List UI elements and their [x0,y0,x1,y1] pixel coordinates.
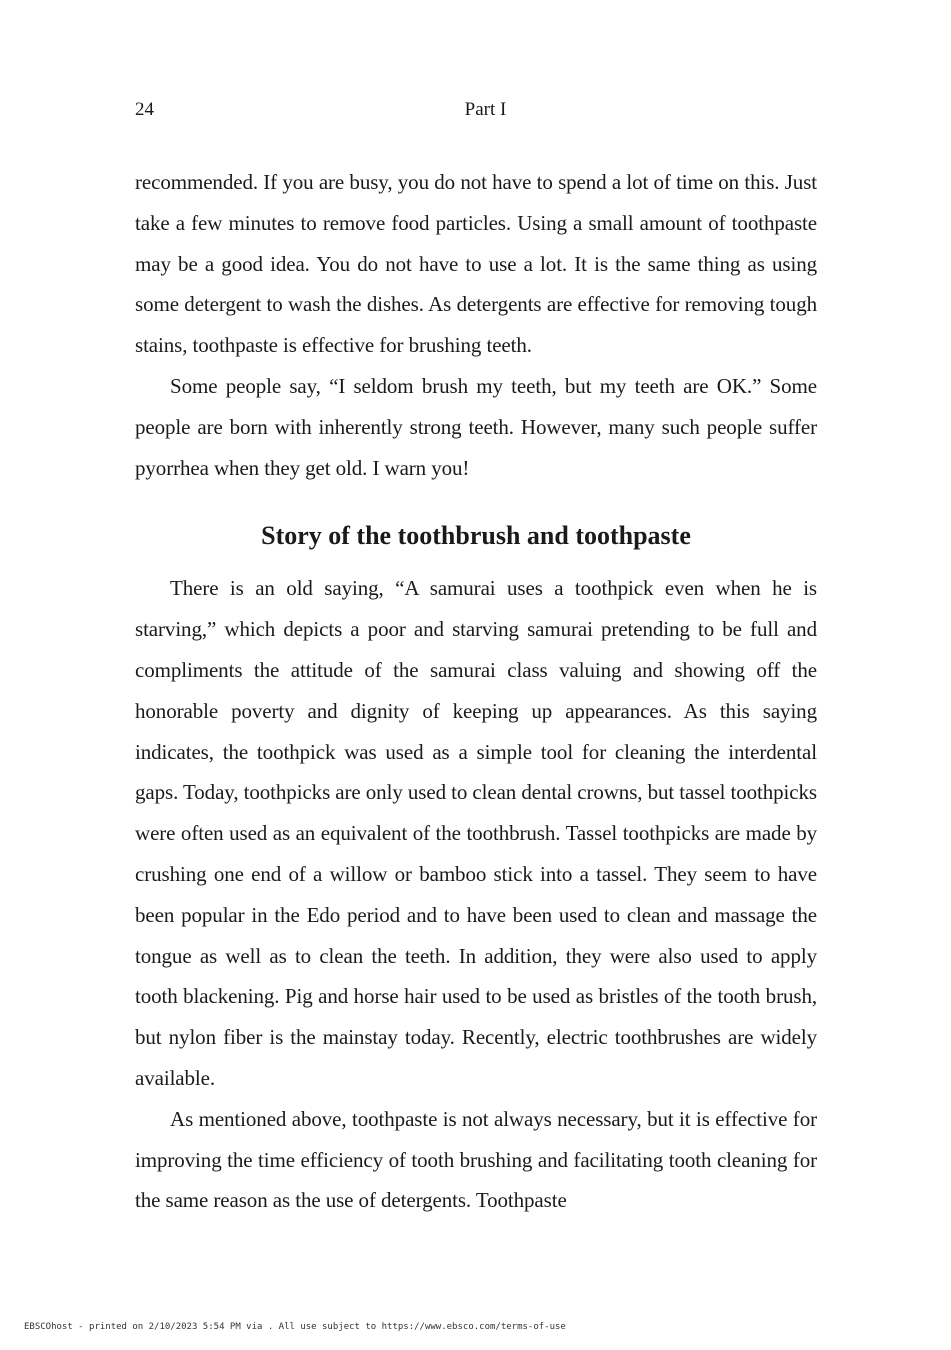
section-heading: Story of the toothbrush and toothpaste [261,521,691,551]
print-footer: EBSCOhost - printed on 2/10/2023 5:54 PM via . All use subject to https://www.ebsco.com/terms-of-use [24,1322,566,1332]
body-paragraph: Some people say, “I seldom brush my teeth, but my teeth are OK.” Some people are born with inherently strong teeth. However, many such people suffer pyorrhea when they get old. I warn you! [135,373,817,480]
body-paragraph: recommended. If you are busy, you do not have to spend a lot of time on this. Just take a few minutes to remove food particles. Using a small amount of toothpaste may be a good idea. You do not have to use a lot. It is the same thing as using some detergent to wash the dishes. As detergents are effective for removing tough stains, toothpaste is effective for brushing teeth. [135,170,817,358]
page-number: 24 [135,99,154,120]
running-head-title: Part I [464,99,507,120]
page-body [135,162,817,1221]
body-paragraph: There is an old saying, “A samurai uses a toothpick even when he is starving,” which depicts a poor and starving samurai pretending to be full and compliments the attitude of the samurai class valuing and showing off the honorable poverty and dignity of keeping up appearances. As this saying indicates, the toothpick was used as a simple tool for cleaning the interdental gaps. Today, toothpicks are only used to clean dental crowns, but tassel toothpicks were often used as an equivalent of the toothbrush. Tassel toothpicks are made by crushing one end of a willow or bamboo stick into a tassel. They seem to have been popular in the Edo period and to have been used to clean and massage the tongue as well as to clean the teeth. In addition, they were also used to apply tooth blackening. Pig and horse hair used to be used as bristles of the tooth brush, but nylon fiber is the mainstay today. Recently, electric toothbrushes are widely available. [135,576,817,1090]
body-paragraph: As mentioned above, toothpaste is not always necessary, but it is effective for improving the time efficiency of tooth brushing and facilitating tooth cleaning for the same reason as the use of detergents. Toothpaste [135,1106,817,1213]
